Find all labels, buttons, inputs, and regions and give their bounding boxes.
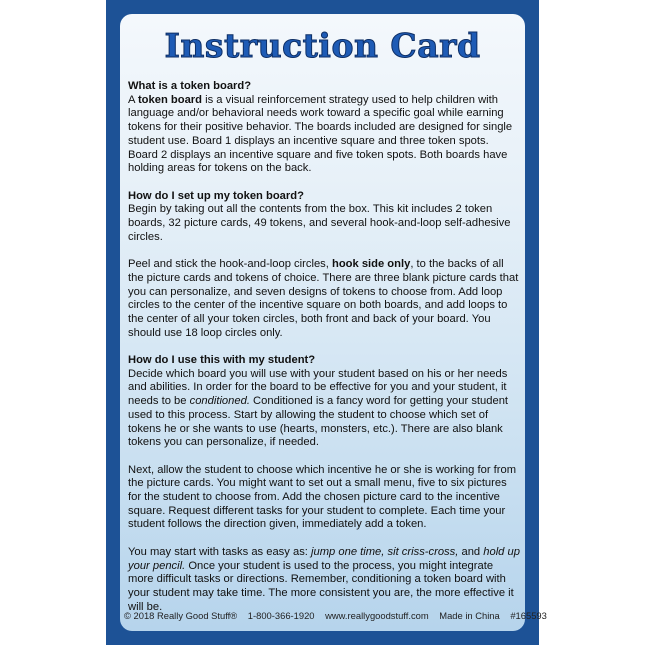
section-heading: How do I set up my token board?	[128, 189, 304, 202]
card-content	[128, 80, 520, 628]
italic-text: conditioned.	[189, 395, 250, 408]
card-frame	[106, 0, 547, 645]
bold-text: token board	[137, 93, 202, 106]
paragraph	[128, 546, 520, 615]
text: Next, allow the student to choose which incentive he or she is working for from the picture cards. You might want to set out a small menu, five to six pictures for the student to choose from. Add the chosen picture card to the incentive square. Request different tasks for your student to complete. Each time your student follows the direction given, immediately add a token.	[128, 463, 517, 531]
bold-text: hook side only	[331, 258, 411, 271]
card-footer	[120, 610, 547, 621]
section-what-is	[128, 80, 520, 176]
text: Begin by taking out all the contents from the box. This kit includes 2 token boards, 32 picture cards, 49 tokens, and several hook-and-loop self-adhesive circles.	[128, 203, 511, 243]
italic-text: jump one time, sit criss-cross,	[311, 545, 459, 558]
item-number: #165593	[510, 610, 547, 621]
phone-number: 1-800-366-1920	[247, 610, 315, 621]
text: Conditioned is a fancy word for getting your student used to this process. Start by allowing the student to choose which set of tokens he or she wants to use (hearts, monsters, etc.). There are also blank tokens you can personalize, if needed.	[128, 395, 509, 449]
text: Peel and stick the hook-and-loop circles,	[128, 258, 332, 271]
section-heading: What is a token board?	[128, 80, 252, 92]
text: is a visual reinforcement strategy used to help children with language and/or behavioral needs work toward a specific goal while earning tokens for their positive behavior. The boards included are designed for single student use. Board 1 displays an incentive square and three token spots. Board 2 displays an incentive square and five token spots. Both boards have holding areas for tokens on the back.	[128, 93, 513, 175]
origin-text: Made in China	[439, 610, 500, 621]
text: You may start with tasks as easy as:	[128, 545, 312, 558]
copyright-text: © 2018 Really Good Stuff®	[124, 610, 238, 621]
text: Decide which board you will use with your student based on his or her needs and abilities. In order for the board to be effective for you and your student, it needs to be	[128, 367, 508, 408]
text: and	[458, 545, 484, 558]
section-use	[128, 354, 520, 450]
italic-text: hold up your pencil.	[128, 545, 520, 572]
website-url: www.reallygoodstuff.com	[325, 610, 429, 621]
section-setup	[128, 190, 520, 245]
card-title: Instruction Card	[164, 26, 481, 65]
text: Once your student is used to the process, you might integrate more difficult tasks or directions. Remember, conditioning a token board with your student may take time. The more consistent you are, the more effective it will be.	[128, 559, 514, 613]
paragraph	[128, 258, 520, 340]
paragraph	[128, 464, 520, 533]
text: A	[128, 93, 138, 106]
instruction-card	[120, 14, 547, 631]
section-heading: How do I use this with my student?	[128, 354, 316, 367]
text: , to the backs of all the picture cards and tokens of choice. There are three blank picture cards that you can personalize, and seven designs of tokens to choose from. Add loop circles to the center of the incentive square on both boards, and add loops to the center of all your token circles, both front and back of your board. You should use 18 loop circles only.	[128, 258, 519, 339]
